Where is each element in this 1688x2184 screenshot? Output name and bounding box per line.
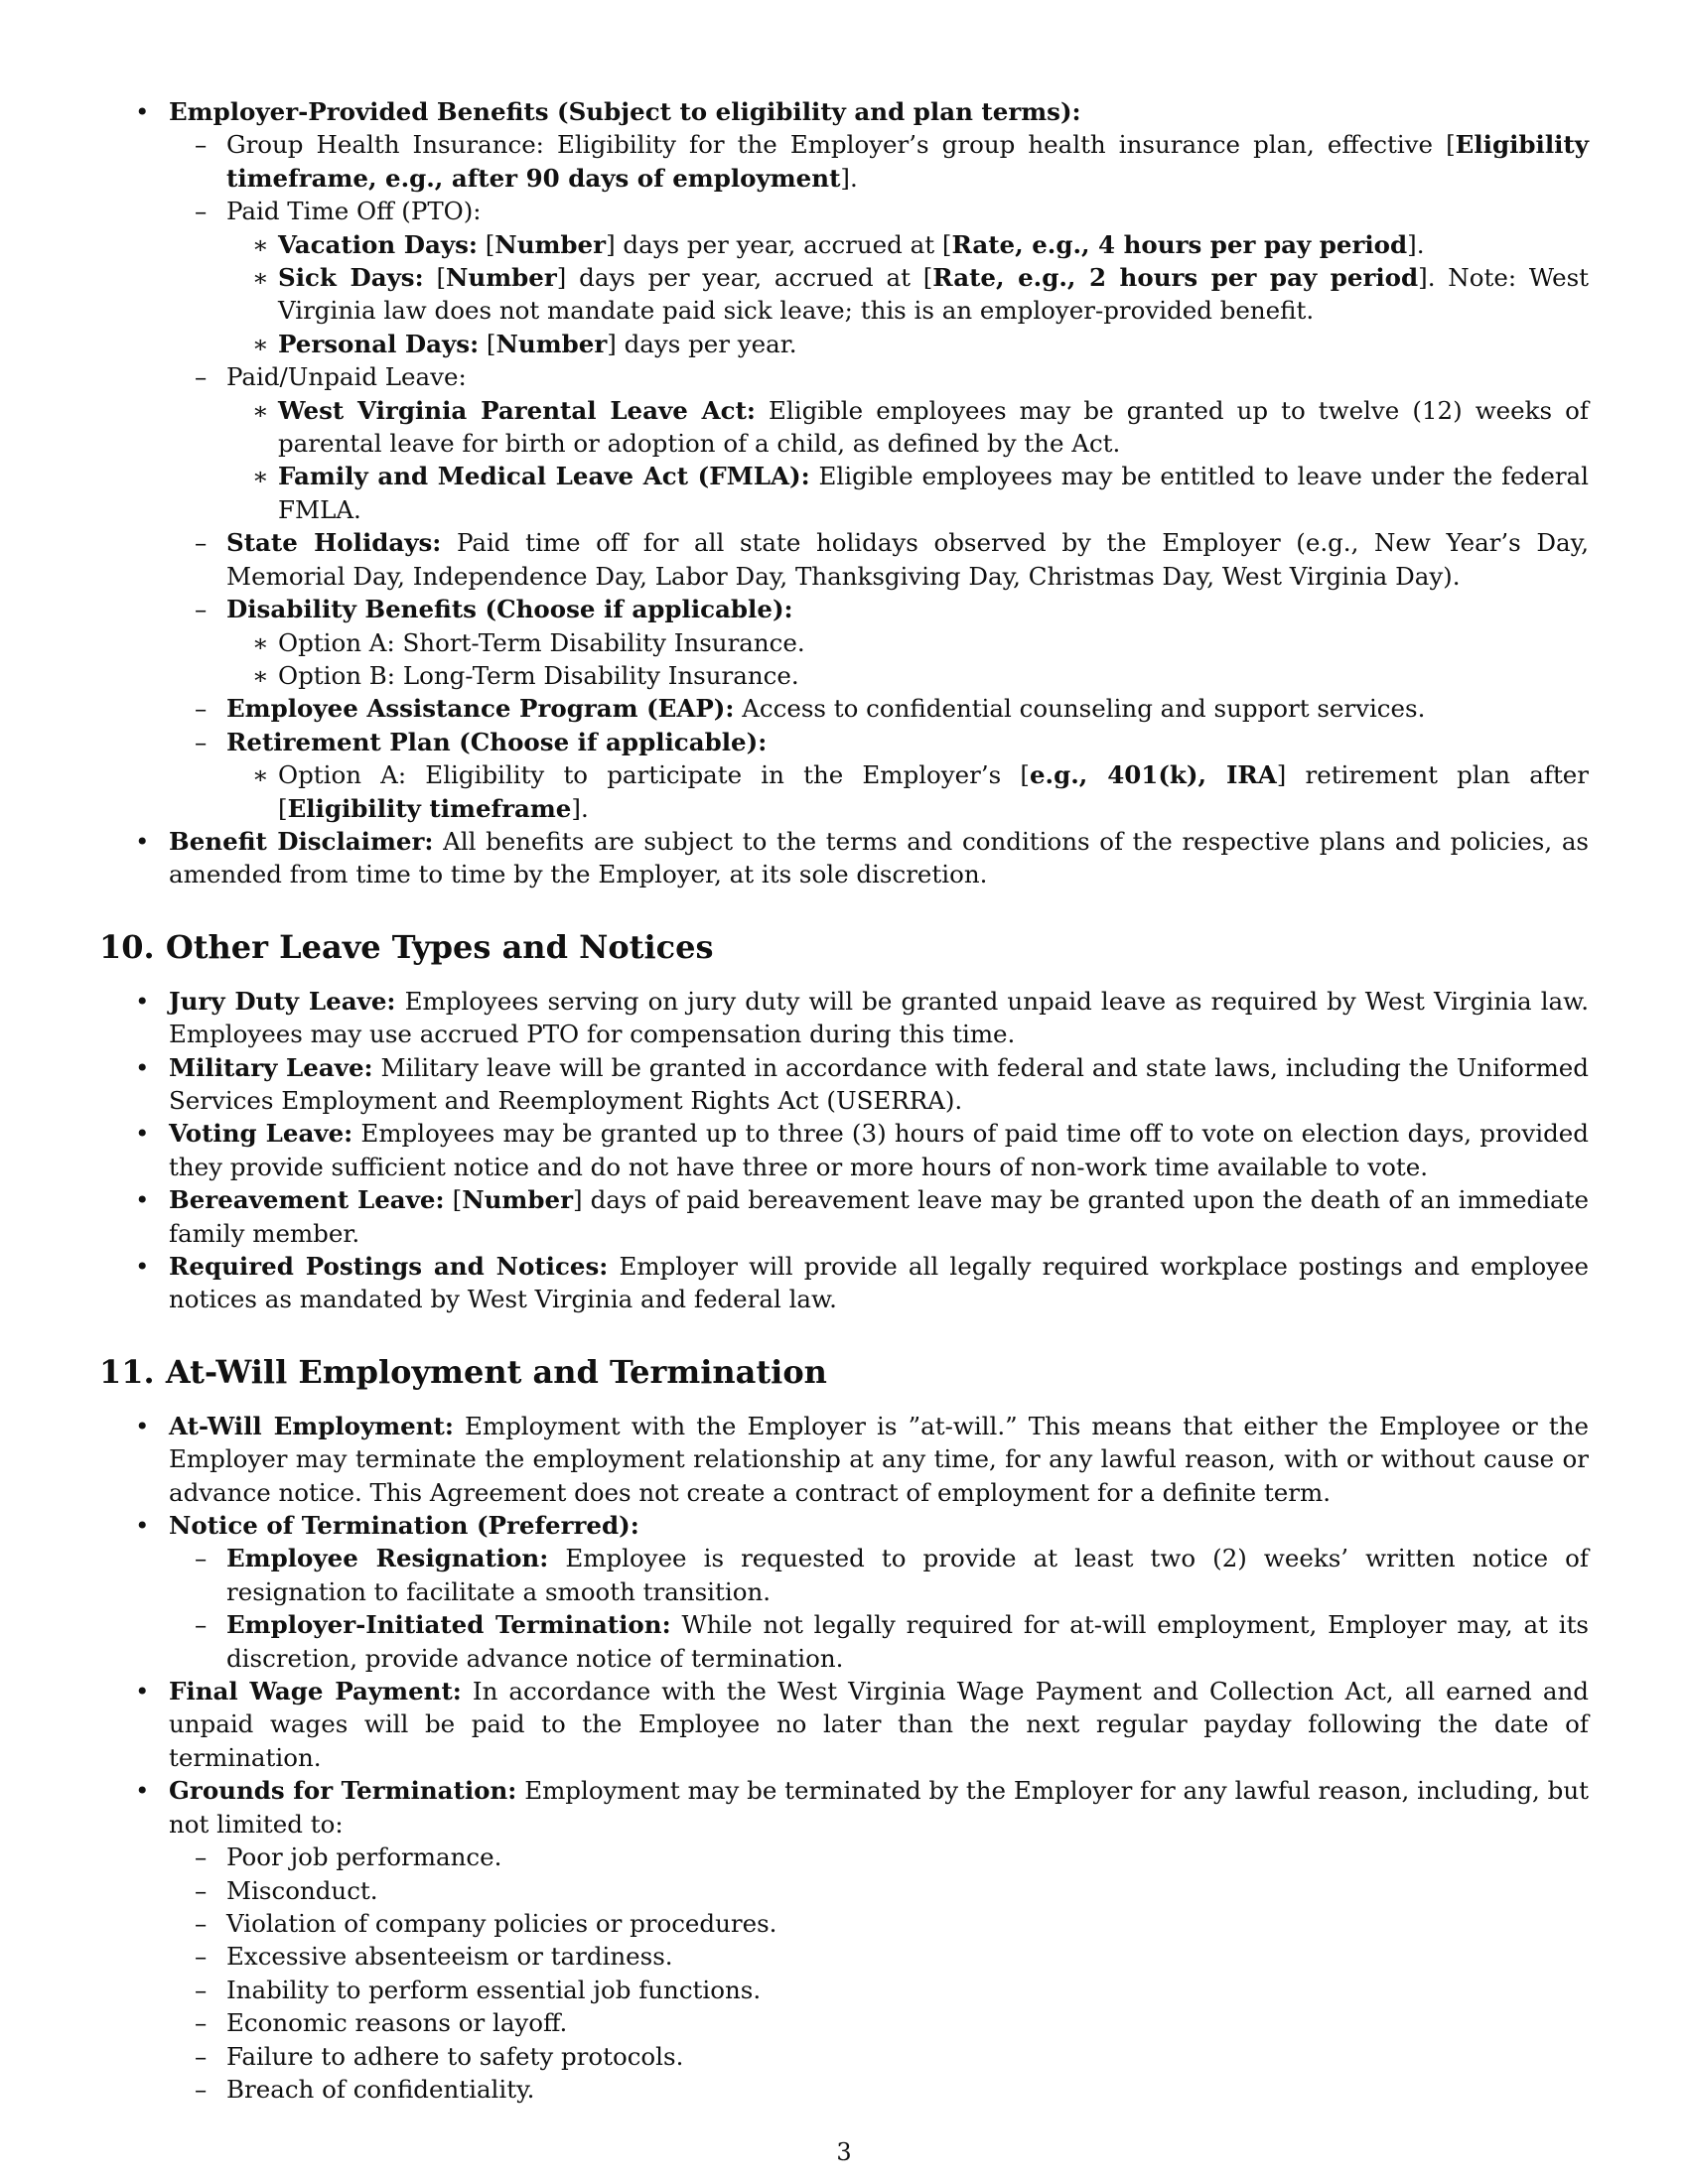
text: Paid time off for all state holidays observed by the Employer (e.g., New Year’s Day, Memorial Day, Independence Day, Labor Day, Thanksgiving Day, Christmas Day, West Virginia Day). [226,528,1589,591]
list-item [169,360,1589,526]
health-eligibility-placeholder: Eligibility timeframe, e.g., after 90 days of employment [226,130,1589,193]
text: ]. [571,793,589,823]
notice-of-termination-label: Notice of Termination (Preferred): [169,1511,639,1541]
list-item: – Failure to adhere to safety protocols. [169,2040,1589,2073]
final-wage-label: Final Wage Payment: [169,1677,462,1706]
text: Employee is requested to provide at least two (2) weeks’ written notice of resignation to facilitate a smooth transition. [226,1544,1589,1606]
personal-number-placeholder: Number [495,329,608,358]
list-item [99,1774,1589,2106]
document-page [99,95,1589,2106]
sick-number-placeholder: Number [446,263,557,293]
vacation-label: Vacation Days: [278,229,478,259]
list-item [226,228,1589,261]
retirement-timeframe-placeholder: Eligibility timeframe [287,793,572,823]
jury-duty-label: Jury Duty Leave: [169,986,396,1016]
pto-sublist [226,228,1589,361]
list-item [99,1675,1589,1774]
retirement-plan-placeholder: e.g., 401(k), IRA [1029,760,1277,790]
text: Employees may be granted up to three (3) hours of paid time off to vote on election days, provided they provide sufficient notice and do not have three or more hours of non-work time available to vote. [169,1119,1589,1181]
personal-label: Personal Days: [278,329,480,358]
disclaimer-label: Benefit Disclaimer: [169,826,434,856]
fmla-label: Family and Medical Leave Act (FMLA): [278,462,810,491]
text: ] days per year, accrued at [ [606,229,952,259]
list-item [226,261,1589,328]
text: ] retirement plan after [ [278,760,1589,823]
list-item [99,1250,1589,1316]
text: [ [479,329,496,358]
grounds-sublist [169,1841,1589,2106]
list-item: – Violation of company policies or procedures. [169,1907,1589,1940]
benefits-sublist [169,128,1589,825]
vacation-number-placeholder: Number [494,229,607,259]
text: Employment with the Employer is ”at-will.” This means that either the Employee or the Employer may terminate the employment relationship at any time, for any lawful reason, with or without cause or advance notice. This Agreement does not create a contract of employment for a definite term. [169,1411,1589,1507]
voting-leave-label: Voting Leave: [169,1119,353,1149]
disability-sublist [226,626,1589,693]
text: While not legally required for at-will employment, Employer may, at its discretion, provide advance notice of termination. [226,1610,1590,1673]
list-item [99,95,1589,825]
list-item: – Misconduct. [169,1874,1589,1907]
text: ]. [1407,229,1425,259]
sick-label: Sick Days: [278,263,424,293]
list-item [226,626,1589,659]
bereavement-number-placeholder: Number [462,1185,573,1215]
pto-label: Paid Time Off (PTO): [226,197,482,226]
list-item [226,394,1589,461]
text: Access to confidential counseling and support services. [734,694,1426,724]
text: All benefits are subject to the terms and conditions of the respective plans and policies, as amended from time to time by the Employer, at its sole discretion. [169,826,1589,889]
list-item: – Poor job performance. [169,1841,1589,1873]
leave-label: Paid/Unpaid Leave: [226,362,467,392]
text: ] days of paid bereavement leave may be granted upon the death of an immediate family member. [169,1185,1589,1248]
grounds-label: Grounds for Termination: [169,1776,517,1806]
health-text: Group Health Insurance: Eligibility for the Employer’s group health insurance plan, effective [ [226,130,1456,160]
text: In accordance with the West Virginia Wage Payment and Collection Act, all earned and unpaid wages will be paid to the Employee no later than the next regular payday following the date of termination. [169,1677,1589,1772]
text: ] days per year, accrued at [ [556,263,933,293]
list-item [226,460,1589,526]
list-item [226,758,1589,825]
at-will-label: At-Will Employment: [169,1411,454,1440]
list-item [99,1410,1589,1509]
notice-sublist [169,1542,1589,1675]
list-item [99,985,1589,1051]
text: [ [444,1185,463,1215]
list-item [169,526,1589,593]
page-number: 3 [836,2138,852,2166]
bereavement-label: Bereavement Leave: [169,1185,445,1215]
list-item [99,1509,1589,1675]
holidays-label: State Holidays: [226,528,442,558]
retirement-label: Retirement Plan (Choose if applicable): [226,727,768,756]
health-text-end: ]. [840,163,858,193]
list-item: – Inability to perform essential job functions. [169,1974,1589,2006]
postings-label: Required Postings and Notices: [169,1252,609,1281]
military-leave-label: Military Leave: [169,1052,373,1082]
list-item [226,659,1589,692]
text: Employment may be terminated by the Employer for any lawful reason, including, but not limited to: [169,1776,1589,1839]
list-item: – Excessive absenteeism or tardiness. [169,1940,1589,1973]
text: Employer will provide all legally required workplace postings and employee notices as mandated by West Virginia and federal law. [169,1252,1590,1314]
benefits-list [99,95,1589,891]
list-item [169,128,1589,195]
section-10-heading: 10. Other Leave Types and Notices [99,927,714,966]
list-item [169,1542,1589,1608]
vacation-rate-placeholder: Rate, e.g., 4 hours per pay period [951,229,1408,259]
text: Military leave will be granted in accordance with federal and state laws, including the Uniformed Services Employment and Reemployment Rights Act (USERRA). [169,1052,1589,1115]
list-item [99,825,1589,891]
text: Option A: Short-Term Disability Insurance. [278,627,805,657]
list-item [169,726,1589,825]
benefits-label: Employer-Provided Benefits (Subject to eligibility and plan terms): [169,97,1081,126]
section-11-heading: 11. At-Will Employment and Termination [99,1352,827,1391]
retirement-sublist [226,758,1589,825]
list-item: – Breach of confidentiality. [169,2073,1589,2106]
text: ]. Note: West Virginia law does not mandate paid sick leave; this is an employer-provided benefit. [278,263,1589,326]
list-item [226,328,1589,360]
list-item [169,692,1589,725]
list-item [169,593,1589,692]
list-item [99,1117,1589,1183]
text: Employees serving on jury duty will be granted unpaid leave as required by West Virginia law. Employees may use accrued PTO for compensation during this time. [169,986,1590,1049]
resignation-label: Employee Resignation: [226,1544,549,1573]
text: Eligible employees may be granted up to twelve (12) weeks of parental leave for birth or adoption of a child, as defined by the Act. [278,395,1589,459]
text: [ [423,263,447,293]
list-item [99,1051,1589,1118]
list-item [169,195,1589,360]
section-10-list [99,985,1589,1316]
text: ] days per year. [607,329,797,358]
list-item [169,1608,1589,1675]
sick-rate-placeholder: Rate, e.g., 2 hours per pay period [932,263,1419,293]
text: Option B: Long-Term Disability Insurance. [278,660,799,690]
section-11-list [99,1410,1589,2107]
text: [ [477,229,495,259]
list-item [99,1183,1589,1250]
leave-sublist [226,394,1589,527]
text: Option A: Eligibility to participate in the Employer’s [ [278,760,1030,790]
list-item: – Economic reasons or layoff. [169,2006,1589,2039]
employer-termination-label: Employer-Initiated Termination: [226,1610,671,1640]
text: Eligible employees may be entitled to leave under the federal FMLA. [278,462,1589,524]
disability-label: Disability Benefits (Choose if applicable): [226,595,793,624]
eap-label: Employee Assistance Program (EAP): [226,694,735,724]
parental-leave-label: West Virginia Parental Leave Act: [278,395,756,425]
